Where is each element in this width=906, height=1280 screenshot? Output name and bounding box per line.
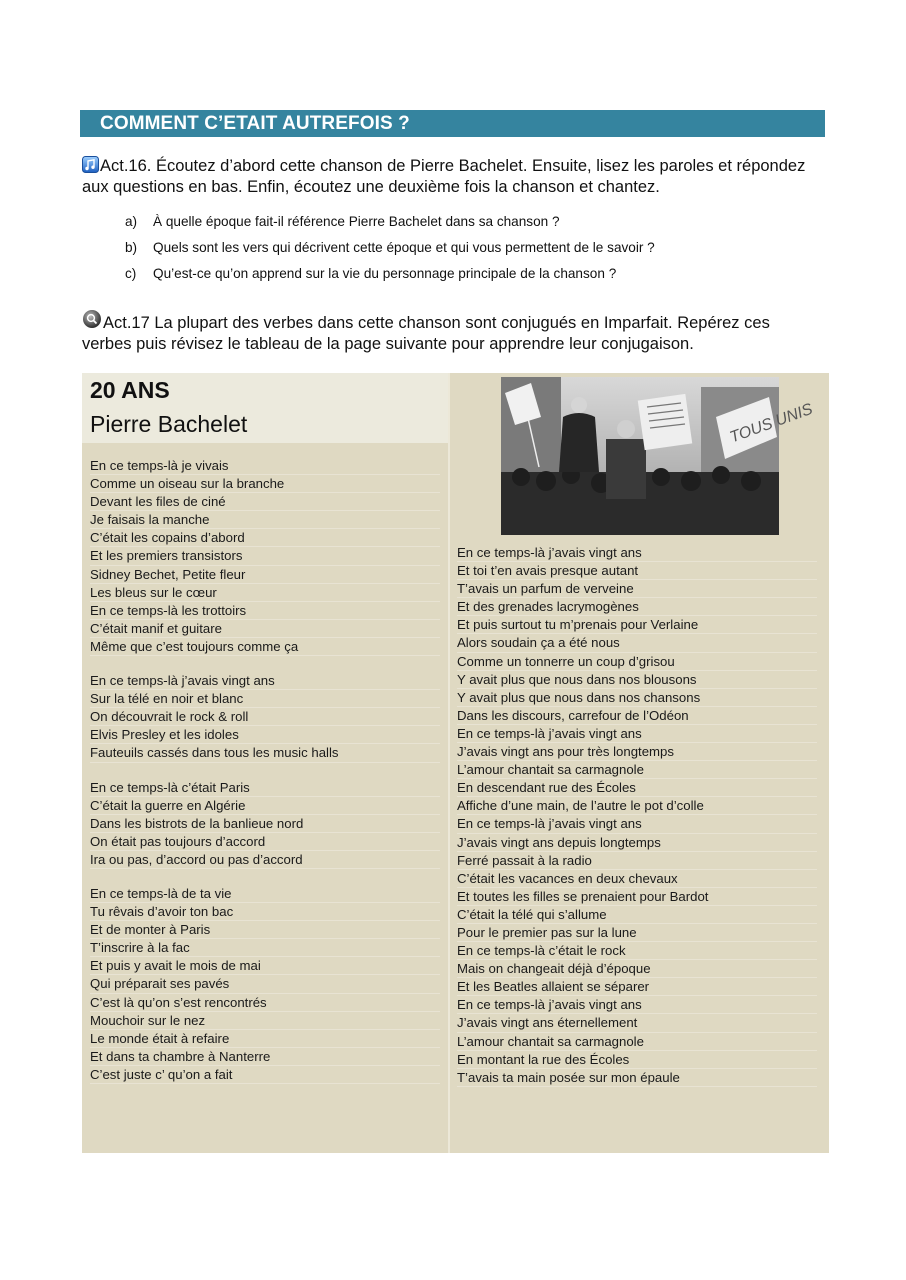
magnifier-icon[interactable]	[82, 309, 102, 329]
lyric-line: Elvis Presley et les idoles	[90, 726, 440, 744]
lyric-line: Comme un oiseau sur la branche	[90, 475, 440, 493]
lyric-line: Fauteuils cassés dans tous les music halls	[90, 744, 440, 762]
lyric-line: Et les premiers transistors	[90, 547, 440, 565]
activity-17	[82, 309, 822, 355]
lyric-line: Et des grenades lacrymogènes	[457, 598, 817, 616]
lyric-line: L’amour chantait sa carmagnole	[457, 761, 817, 779]
stanza-gap	[90, 763, 440, 779]
lyric-line: Dans les bistrots de la banlieue nord	[90, 815, 440, 833]
lyric-line: En ce temps-là c’était le rock	[457, 942, 817, 960]
column-divider	[448, 373, 450, 1153]
lyric-line: On découvrait le rock & roll	[90, 708, 440, 726]
activity-16	[82, 156, 822, 198]
lyric-line: T’avais ta main posée sur mon épaule	[457, 1069, 817, 1087]
lyric-line: C’était manif et guitare	[90, 620, 440, 638]
lyric-line: Et toutes les filles se prenaient pour Bardot	[457, 888, 817, 906]
lyric-line: Sidney Bechet, Petite fleur	[90, 566, 440, 584]
lyric-line: Même que c’est toujours comme ça	[90, 638, 440, 656]
lyric-line: Qui préparait ses pavés	[90, 975, 440, 993]
song-table	[82, 373, 829, 1153]
stanza-gap	[90, 656, 440, 672]
lyric-line: Ferré passait à la radio	[457, 852, 817, 870]
lyric-line: En ce temps-là j’avais vingt ans	[457, 815, 817, 833]
lyric-line: En ce temps-là les trottoirs	[90, 602, 440, 620]
lyric-line: Et de monter à Paris	[90, 921, 440, 939]
list-item: b) Quels sont les vers qui décrivent cette époque et qui vous permettent de le savoir ?	[125, 240, 655, 255]
lyric-line: Le monde était à refaire	[90, 1030, 440, 1048]
lyric-line: Ira ou pas, d’accord ou pas d’accord	[90, 851, 440, 869]
list-item: a) À quelle époque fait-il référence Pierre Bachelet dans sa chanson ?	[125, 214, 560, 229]
lyric-line: C’est juste c’ qu’on a fait	[90, 1066, 440, 1084]
lyric-line: J’avais vingt ans depuis longtemps	[457, 834, 817, 852]
lyric-line: Je faisais la manche	[90, 511, 440, 529]
lyric-line: C’était la guerre en Algérie	[90, 797, 440, 815]
lyric-line: Les bleus sur le cœur	[90, 584, 440, 602]
lyric-line: En ce temps-là de ta vie	[90, 885, 440, 903]
lyric-line: Devant les files de ciné	[90, 493, 440, 511]
lyric-line: En ce temps-là j’avais vingt ans	[457, 996, 817, 1014]
lyric-line: En montant la rue des Écoles	[457, 1051, 817, 1069]
section-title: COMMENT C’ETAIT AUTREFOIS ?	[100, 113, 410, 134]
lyric-line: J’avais vingt ans pour très longtemps	[457, 743, 817, 761]
lyric-line: T’inscrire à la fac	[90, 939, 440, 957]
lyric-line: C’est là qu’on s’est rencontrés	[90, 994, 440, 1012]
lyric-line: C’était les copains d’abord	[90, 529, 440, 547]
activity-16-text: Act.16. Écoutez d’abord cette chanson de Pierre Bachelet. Ensuite, lisez les paroles et répondez aux questions en bas. Enfin, écoutez une deuxième fois la chanson et chantez.	[82, 157, 806, 196]
lyric-line: Et toi t’en avais presque autant	[457, 562, 817, 580]
lyric-line: En ce temps-là j’avais vingt ans	[90, 672, 440, 690]
lyric-line: Tu rêvais d’avoir ton bac	[90, 903, 440, 921]
lyric-line: Et puis y avait le mois de mai	[90, 957, 440, 975]
activity-17-text: Act.17 La plupart des verbes dans cette chanson sont conjugués en Imparfait. Repérez ces verbes puis révisez le tableau de la page suivante pour apprendre leur conjugaison.	[82, 314, 770, 353]
lyric-line: J’avais vingt ans éternellement	[457, 1014, 817, 1032]
lyric-line: Pour le premier pas sur la lune	[457, 924, 817, 942]
lyric-line: L’amour chantait sa carmagnole	[457, 1033, 817, 1051]
question-list	[125, 212, 805, 290]
lyric-line: Et les Beatles allaient se séparer	[457, 978, 817, 996]
music-note-icon[interactable]	[82, 156, 99, 173]
protest-photo	[501, 377, 816, 535]
lyric-line: Et dans ta chambre à Nanterre	[90, 1048, 440, 1066]
photo-sign-text: TOUS UNIS	[727, 400, 816, 447]
stanza-gap	[90, 869, 440, 885]
lyric-line: Mais on changeait déjà d’époque	[457, 960, 817, 978]
lyric-line: Affiche d’une main, de l’autre le pot d’colle	[457, 797, 817, 815]
lyric-line: Alors soudain ça a été nous	[457, 634, 817, 652]
lyrics-left-column	[90, 457, 440, 1084]
lyric-line: Comme un tonnerre un coup d’grisou	[457, 653, 817, 671]
lyric-line: Dans les discours, carrefour de l’Odéon	[457, 707, 817, 725]
lyric-line: C’était la télé qui s’allume	[457, 906, 817, 924]
lyric-line: T’avais un parfum de verveine	[457, 580, 817, 598]
lyric-line: En descendant rue des Écoles	[457, 779, 817, 797]
lyrics-right-column	[457, 544, 817, 1087]
song-title: 20 ANS	[90, 377, 170, 403]
lyric-line: On était pas toujours d’accord	[90, 833, 440, 851]
lyric-line: En ce temps-là j’avais vingt ans	[457, 725, 817, 743]
lyric-line: Sur la télé en noir et blanc	[90, 690, 440, 708]
lyric-line: Mouchoir sur le nez	[90, 1012, 440, 1030]
lyric-line: En ce temps-là j’avais vingt ans	[457, 544, 817, 562]
lyric-line: Y avait plus que nous dans nos blousons	[457, 671, 817, 689]
lyric-line: Et puis surtout tu m’prenais pour Verlaine	[457, 616, 817, 634]
lyric-line: En ce temps-là c’était Paris	[90, 779, 440, 797]
lyric-line: Y avait plus que nous dans nos chansons	[457, 689, 817, 707]
lyric-line: C’était les vacances en deux chevaux	[457, 870, 817, 888]
list-item: c) Qu’est-ce qu’on apprend sur la vie du personnage principale de la chanson ?	[125, 266, 617, 281]
song-artist: Pierre Bachelet	[90, 411, 248, 437]
song-title-block	[82, 373, 448, 443]
lyric-line: En ce temps-là je vivais	[90, 457, 440, 475]
section-header-bar	[80, 110, 825, 137]
